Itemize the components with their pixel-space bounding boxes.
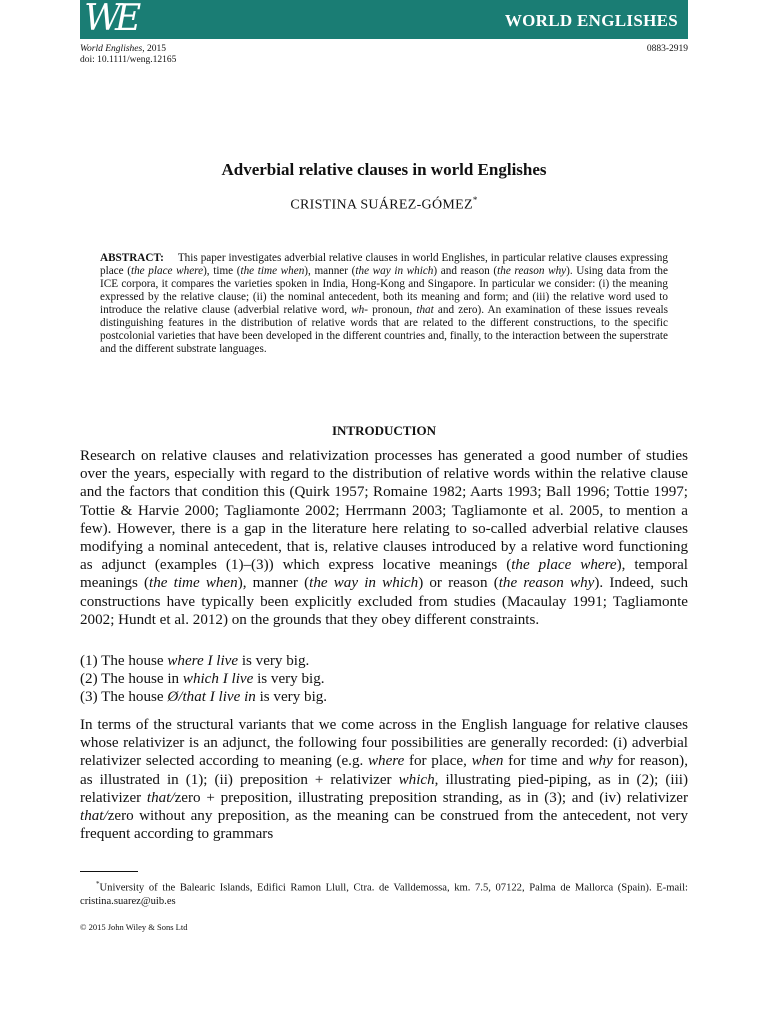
paragraph-italic: when	[471, 753, 504, 770]
example-italic: which I live	[182, 671, 254, 687]
footnote-divider	[80, 871, 138, 872]
example-text: The house	[101, 653, 168, 669]
doi: doi: 10.1111/weng.12165	[80, 55, 177, 65]
paragraph-text: ), temporal meanings (	[80, 557, 688, 592]
paragraph-text: ) or reason (	[418, 575, 499, 592]
abstract-italic: wh-	[351, 304, 368, 316]
example-text: The house	[101, 689, 168, 705]
abstract-text: and zero). An examination of these issues reveals distinguishing features in the distribution of relative words that are related to the different constructions, to the specific postcolonial varieties that have been developed in the different countries and, finally, to the interaction between the superstrate and the different substrate languages.	[100, 304, 668, 355]
copyright-notice: © 2015 John Wiley & Sons Ltd	[80, 922, 188, 932]
body-paragraph-2	[80, 716, 688, 843]
paragraph-text: In terms of the structural variants that we come across in the English language for relative clauses whose relativizer is an adjunct, the following four possibilities are generally recorded: (i) adverbial relativizer selected according to meaning (e.g.	[80, 717, 688, 770]
paragraph-italic: the reason why	[498, 575, 595, 592]
article-title: Adverbial relative clauses in world Englishes	[221, 160, 547, 179]
example-italic: Ø/that I live in	[167, 689, 256, 705]
paragraph-text: , illustrating pied-piping, as in (2); (iii) relativizer	[80, 771, 688, 806]
abstract-text: pronoun,	[367, 304, 417, 316]
example-number: (2)	[80, 671, 98, 687]
paragraph-italic: the time when	[149, 575, 238, 592]
example-number: (3)	[80, 689, 98, 705]
paragraph-text: zero + preposition, illustrating preposition stranding, as in (3); and (iv) relativizer	[174, 789, 689, 806]
issn: 0883-2919	[646, 44, 688, 54]
paragraph-italic: which	[398, 771, 435, 788]
paragraph-italic: that/	[80, 808, 108, 825]
example-item	[80, 670, 688, 688]
example-text: is very big.	[253, 671, 325, 687]
journal-banner-title: WORLD ENGLISHES	[504, 11, 678, 30]
section-heading-introduction: INTRODUCTION	[331, 423, 436, 438]
author-line	[80, 195, 688, 214]
author-name: CRISTINA SUÁREZ-GÓMEZ	[290, 197, 473, 213]
abstract-text: This paper investigates adverbial relative clauses in world Englishes, in particular relative clauses expressing place (	[100, 252, 668, 277]
abstract	[100, 252, 668, 356]
paragraph-italic: where	[367, 753, 405, 770]
abstract-italic: the way in which	[355, 265, 434, 277]
paragraph-italic: the way in which	[309, 575, 419, 592]
example-item	[80, 688, 688, 706]
example-list	[80, 652, 688, 706]
abstract-italic: the place where	[130, 265, 204, 277]
example-number: (1)	[80, 653, 98, 669]
paragraph-text: zero without any preposition, as the meaning can be construed from the antecedent, not very frequent according to grammars	[80, 808, 688, 843]
abstract-italic: the reason why	[497, 265, 567, 277]
abstract-italic: the time when	[240, 265, 305, 277]
abstract-italic: that	[416, 304, 434, 316]
paragraph-text: for place,	[404, 753, 472, 770]
example-text: is very big.	[238, 653, 310, 669]
paragraph-text: ). Indeed, such constructions have typically been explicitly excluded from studies (Macaulay 1991; Tagliamonte 2002; Hundt et al. 2012) on the grounds that they obey different constraints.	[80, 575, 688, 628]
paragraph-italic: the place where	[511, 557, 617, 574]
abstract-text: ), time (	[203, 265, 241, 277]
journal-name: World Englishes	[80, 44, 143, 54]
body-paragraph-1	[80, 447, 688, 629]
example-text: The house in	[101, 671, 183, 687]
abstract-label: ABSTRACT:	[100, 252, 164, 264]
citation-meta	[80, 44, 176, 66]
journal-banner	[80, 0, 688, 39]
author-footnote-mark: *	[472, 195, 478, 205]
paragraph-italic: why	[588, 753, 613, 770]
example-text: is very big.	[255, 689, 328, 705]
paragraph-text: ), manner (	[237, 575, 310, 592]
abstract-text: ), manner (	[304, 265, 356, 277]
footnote-mark: *	[96, 880, 100, 888]
paragraph-text: Research on relative clauses and relativization processes has generated a good number of studies over the years, especially with regard to the distribution of relative words within the relative clause and the factors that condition this (Quirk 1957; Romaine 1982; Aarts 1993; Ball 1996; Tottie 1997; Tottie & Harvie 2000; Tagliamonte 2002; Herrmann 2003; Tagliamonte et al. 2005, to mention a few). However, there is a gap in the literature here relating to so-called adverbial relative clauses modifying a nominal antecedent, that is, relative clauses introduced by a relative word functioning as adjunct (examples (1)–(3)) which express locative meanings (	[80, 448, 688, 574]
journal-year: , 2015	[142, 44, 166, 54]
footnote-text: University of the Balearic Islands, Edifici Ramon Llull, Ctra. de Valldemossa, km. 7.5, 07122, Palma de Mallorca (Spain). E-mail: cristina.suarez@uib.es	[80, 882, 688, 907]
paragraph-text: for time and	[503, 753, 589, 770]
example-item	[80, 652, 688, 670]
example-italic: where I live	[167, 653, 239, 669]
footnote	[80, 878, 688, 908]
abstract-text: ) and reason (	[433, 265, 498, 277]
paragraph-text: for reason), as illustrated in (1); (ii) preposition + relativizer	[80, 753, 688, 788]
journal-logo: WE	[84, 0, 136, 39]
paragraph-italic: that/	[146, 789, 175, 806]
abstract-text: ). Using data from the ICE corpora, it compares the varieties spoken in India, Hong-Kong and Singapore. In particular we consider: (i) the meaning expressed by the relative clause; (ii) the nominal antecedent, both its meaning and form; and (iii) the relative word used to introduce the relative clause (adverbial relative word,	[100, 265, 668, 316]
